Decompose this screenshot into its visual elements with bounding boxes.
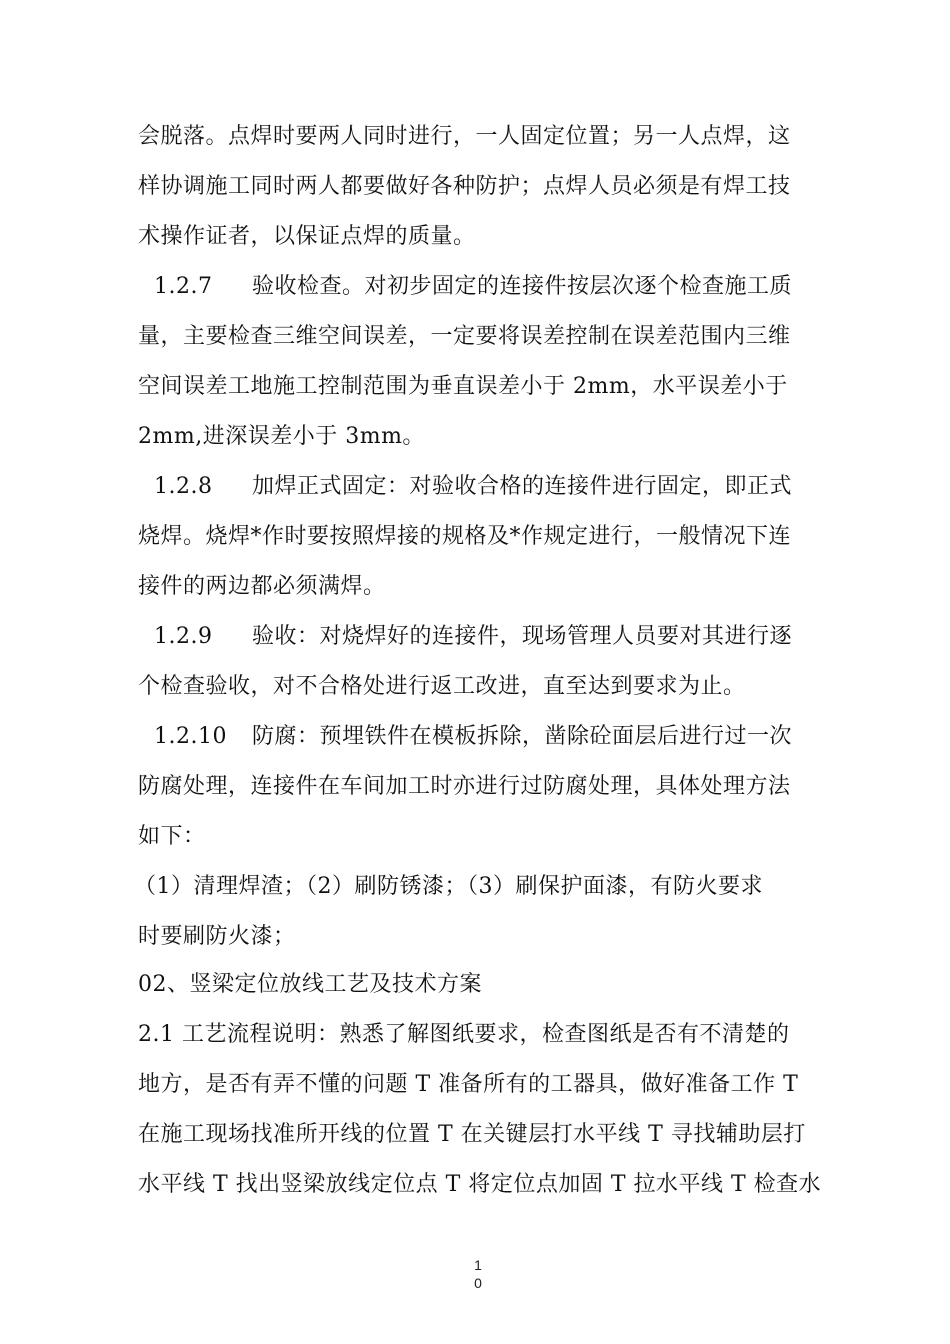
text-line: 如下： <box>138 824 206 849</box>
text-line: 术操作证者，以保证点焊的质量。 <box>138 224 476 249</box>
text-line: 会脱落。点焊时要两人同时进行，一人固定位置；另一人点焊，这 <box>138 124 791 149</box>
text-line: 地方，是否有弄不懂的问题 T 准备所有的工器具，做好准备工作 T <box>138 1072 799 1097</box>
clause-number: 1.2.7 <box>154 274 213 299</box>
text-line <box>138 472 792 502</box>
clause-text: 验收：对烧焊好的连接件，现场管理人员要对其进行逐 <box>252 624 793 649</box>
text-line: 接件的两边都必须满焊。 <box>138 574 386 599</box>
text-line: 烧焊。烧焊*作时要按照焊接的规格及*作规定进行，一般情况下连 <box>138 524 792 549</box>
text-line: 02、竖梁定位放线工艺及技术方案 <box>138 972 482 997</box>
text-line: 2.1 工艺流程说明：熟悉了解图纸要求，检查图纸是否有不清楚的 <box>138 1022 790 1047</box>
text-line: 个检查验收，对不合格处进行返工改进，直至达到要求为止。 <box>138 674 746 699</box>
text-line <box>138 622 792 652</box>
text-line: 样协调施工同时两人都要做好各种防护；点焊人员必须是有焊工技 <box>138 174 791 199</box>
clause-number: 1.2.10 <box>154 724 227 749</box>
clause-text: 防腐：预埋铁件在模板拆除，凿除砼面层后进行过一次 <box>252 724 793 749</box>
page-number-digit-1: 1 <box>474 1257 482 1273</box>
text-line: 量，主要检查三维空间误差，一定要将误差控制在误差范围内三维 <box>138 324 791 349</box>
page-number-digit-2: 0 <box>474 1275 482 1291</box>
clause-number: 1.2.9 <box>154 624 213 649</box>
text-line: 在施工现场找准所开线的位置 T 在关键层打水平线 T 寻找辅助层打 <box>138 1122 806 1147</box>
text-line: 水平线 T 找出竖梁放线定位点 T 将定位点加固 T 拉水平线 T 检查水 <box>138 1172 822 1197</box>
text-line: 时要刷防火漆； <box>138 924 296 949</box>
clause-text: 加焊正式固定：对验收合格的连接件进行固定，即正式 <box>252 474 793 499</box>
clause-number: 1.2.8 <box>154 474 213 499</box>
text-line: 空间误差工地施工控制范围为垂直误差小于 2mm，水平误差小于 <box>138 374 788 399</box>
clause-text: 验收检查。对初步固定的连接件按层次逐个检查施工质 <box>252 274 793 299</box>
text-line <box>138 722 792 752</box>
text-line: 2mm,进深误差小于 3mm。 <box>138 424 425 449</box>
text-line: 防腐处理，连接件在车间加工时亦进行过防腐处理，具体处理方法 <box>138 774 791 799</box>
text-line <box>138 272 792 302</box>
text-line: （1）清理焊渣；（2）刷防锈漆；（3）刷保护面漆，有防火要求 <box>134 874 763 899</box>
